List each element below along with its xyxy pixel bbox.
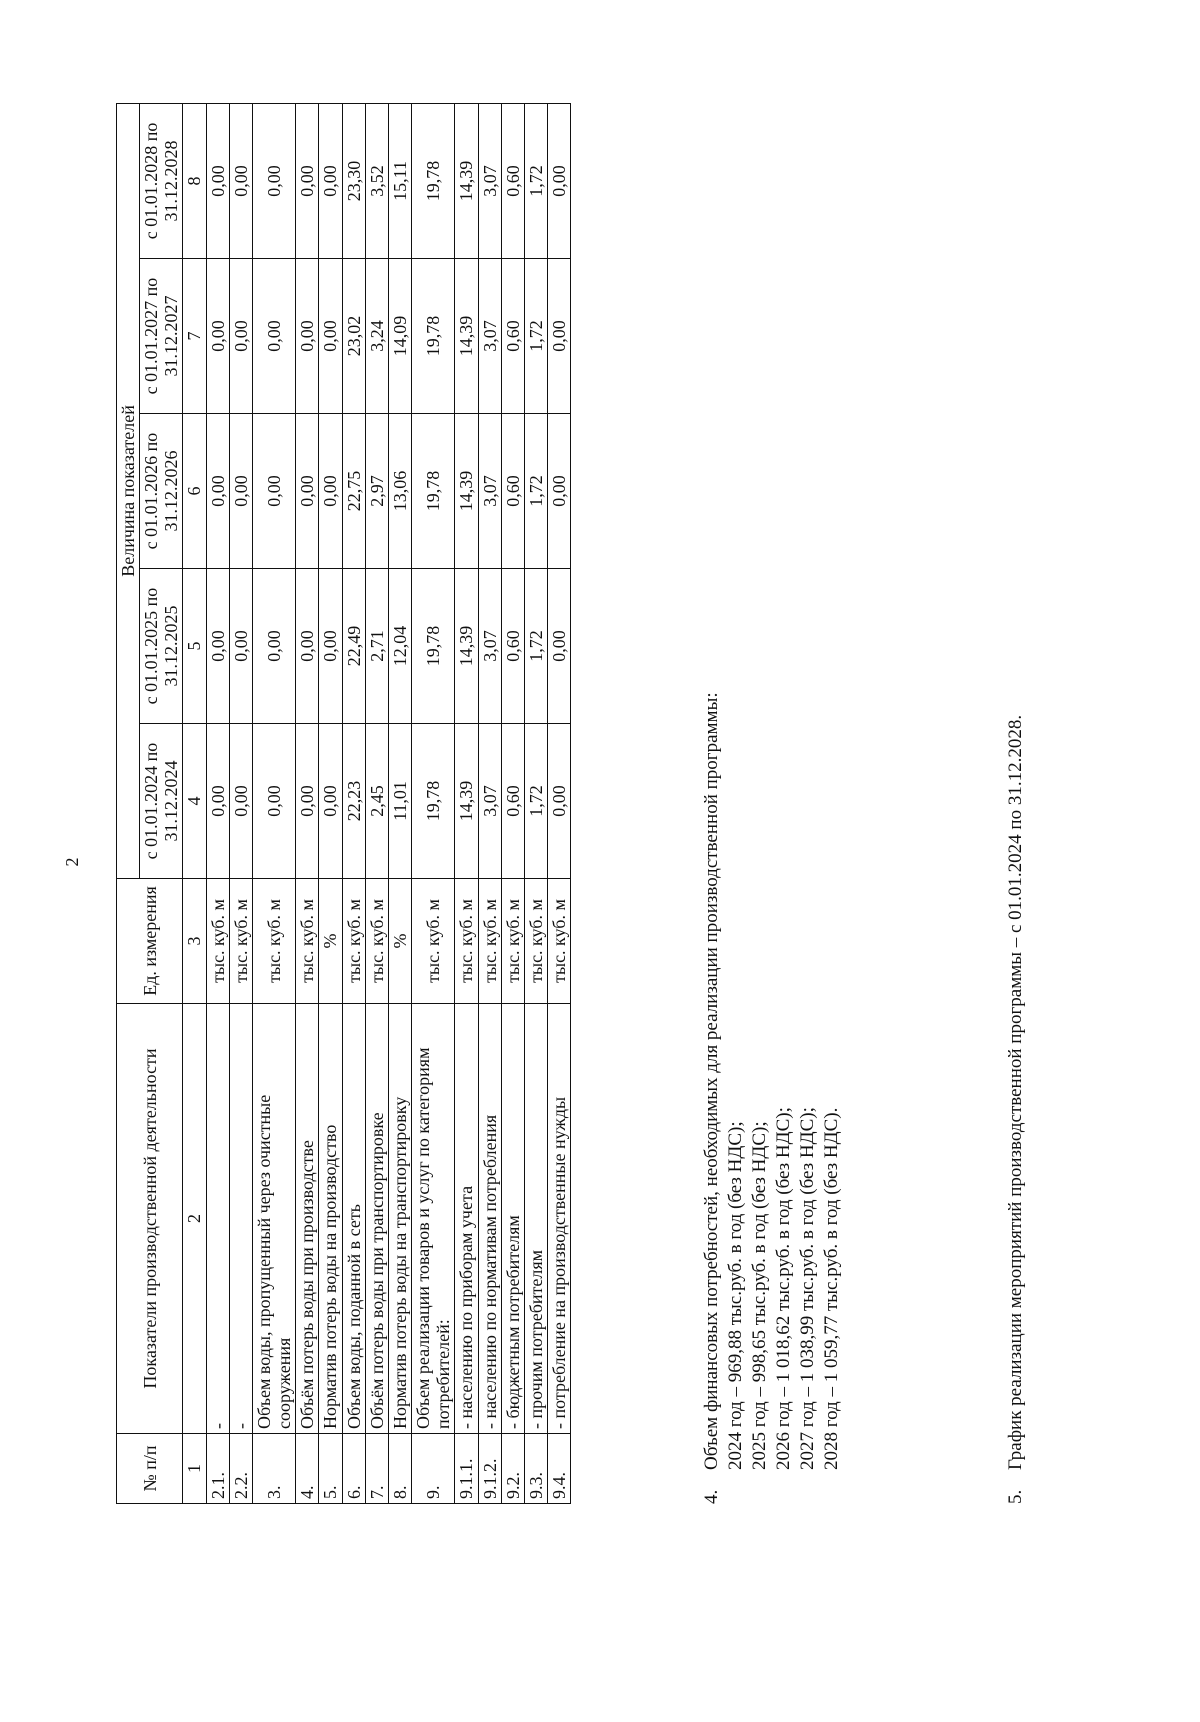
row-value: 0,00 xyxy=(319,724,342,879)
row-indicator-name: - бюджетным потребителям xyxy=(501,1004,524,1434)
row-value: 1,72 xyxy=(524,414,547,569)
table-row xyxy=(319,103,342,1503)
row-number: 9. xyxy=(412,1434,455,1504)
row-value: 0,00 xyxy=(206,569,229,724)
row-value: 14,39 xyxy=(455,103,478,258)
row-indicator-name: Объем реализации товаров и услуг по категориям потребителей: xyxy=(412,1004,455,1434)
table-row xyxy=(206,103,229,1503)
header-values-group: Величина показателей xyxy=(117,103,140,878)
table-row xyxy=(412,103,455,1503)
item-body xyxy=(700,692,844,1470)
production-indicators-table xyxy=(116,103,571,1504)
row-number: 6. xyxy=(342,1434,365,1504)
row-value: 0,00 xyxy=(319,103,342,258)
row-value: 0,60 xyxy=(501,259,524,414)
page-number: 2 xyxy=(62,857,82,867)
column-number: 5 xyxy=(183,569,206,724)
row-value: 3,07 xyxy=(478,724,501,879)
row-value: 19,78 xyxy=(412,569,455,724)
row-value: 0,00 xyxy=(296,103,319,258)
schedule-item xyxy=(1004,104,1028,1504)
row-value: 14,09 xyxy=(388,259,411,414)
column-number: 1 xyxy=(183,1434,206,1504)
row-number: 2.2. xyxy=(229,1434,252,1504)
row-value: 19,78 xyxy=(412,103,455,258)
table-row xyxy=(524,103,547,1503)
row-value: 0,00 xyxy=(206,103,229,258)
row-value: 13,06 xyxy=(388,414,411,569)
table-row xyxy=(365,103,388,1503)
row-value: 0,00 xyxy=(252,103,295,258)
row-value: 0,00 xyxy=(229,724,252,879)
row-unit: тыс. куб. м xyxy=(206,879,229,1004)
row-value: 15,11 xyxy=(388,103,411,258)
row-unit: тыс. куб. м xyxy=(342,879,365,1004)
row-value: 14,39 xyxy=(455,724,478,879)
row-value: 0,00 xyxy=(547,259,570,414)
item-number: 5. xyxy=(1005,1489,1026,1504)
row-value: 22,23 xyxy=(342,724,365,879)
row-value: 23,30 xyxy=(342,103,365,258)
row-value: 0,00 xyxy=(206,414,229,569)
column-number: 2 xyxy=(183,1004,206,1434)
row-number: 2.1. xyxy=(206,1434,229,1504)
row-value: 0,00 xyxy=(296,259,319,414)
row-number: 3. xyxy=(252,1434,295,1504)
column-number: 7 xyxy=(183,259,206,414)
row-value: 0,00 xyxy=(252,724,295,879)
row-value: 0,00 xyxy=(252,569,295,724)
row-value: 3,07 xyxy=(478,259,501,414)
table-row xyxy=(478,103,501,1503)
row-value: 14,39 xyxy=(455,569,478,724)
row-value: 3,07 xyxy=(478,414,501,569)
row-unit: тыс. куб. м xyxy=(229,879,252,1004)
table-row xyxy=(296,103,319,1503)
row-value: 0,00 xyxy=(229,569,252,724)
row-value: 3,07 xyxy=(478,103,501,258)
row-value: 0,00 xyxy=(252,414,295,569)
row-indicator-name: Объём потерь воды при транспортировке xyxy=(365,1004,388,1434)
row-value: 1,72 xyxy=(524,569,547,724)
row-value: 0,00 xyxy=(547,724,570,879)
header-period: с 01.01.2025 по 31.12.2025 xyxy=(140,569,183,724)
row-value: 3,24 xyxy=(365,259,388,414)
row-indicator-name: - xyxy=(206,1004,229,1434)
item-number: 4. xyxy=(701,1489,722,1504)
row-unit: тыс. куб. м xyxy=(296,879,319,1004)
row-value: 19,78 xyxy=(412,259,455,414)
row-value: 0,00 xyxy=(319,414,342,569)
row-indicator-name: - прочим потребителям xyxy=(524,1004,547,1434)
row-value: 23,02 xyxy=(342,259,365,414)
row-value: 0,00 xyxy=(547,569,570,724)
table-body xyxy=(206,103,571,1503)
row-indicator-name: - населению по приборам учета xyxy=(455,1004,478,1434)
table-row xyxy=(252,103,295,1503)
row-value: 3,07 xyxy=(478,569,501,724)
row-value: 0,00 xyxy=(206,724,229,879)
table-row xyxy=(388,103,411,1503)
table-row xyxy=(229,103,252,1503)
header-period: с 01.01.2026 по 31.12.2026 xyxy=(140,414,183,569)
year-line: 2025 год – 998,65 тыс.руб. в год (без НДС); xyxy=(749,1121,770,1470)
header-period: с 01.01.2024 по 31.12.2024 xyxy=(140,724,183,879)
row-value: 0,00 xyxy=(547,414,570,569)
row-number: 9.2. xyxy=(501,1434,524,1504)
row-unit: тыс. куб. м xyxy=(478,879,501,1004)
table-row xyxy=(455,103,478,1503)
financial-needs-text: Объем финансовых потребностей, необходимых для реализации производственной программы: xyxy=(701,692,722,1470)
table-row xyxy=(342,103,365,1503)
row-value: 0,00 xyxy=(229,259,252,414)
table-column-numbers-row xyxy=(183,103,206,1503)
row-value: 0,00 xyxy=(229,414,252,569)
row-value: 0,00 xyxy=(296,414,319,569)
column-number: 4 xyxy=(183,724,206,879)
row-value: 19,78 xyxy=(412,724,455,879)
row-indicator-name: Норматив потерь воды на транспортировку xyxy=(388,1004,411,1434)
row-number: 9.4. xyxy=(547,1434,570,1504)
header-period: с 01.01.2027 по 31.12.2027 xyxy=(140,259,183,414)
year-line: 2026 год – 1 018,62 тыс.руб. в год (без НДС); xyxy=(773,1107,794,1470)
row-value: 0,00 xyxy=(252,259,295,414)
row-value: 0,00 xyxy=(319,259,342,414)
row-number: 9.3. xyxy=(524,1434,547,1504)
column-number: 8 xyxy=(183,103,206,258)
header-period: с 01.01.2028 по 31.12.2028 xyxy=(140,103,183,258)
row-unit: % xyxy=(319,879,342,1004)
row-value: 0,60 xyxy=(501,724,524,879)
row-value: 0,00 xyxy=(296,724,319,879)
schedule-text: График реализации мероприятий производственной программы – с 01.01.2024 по 31.12.2028. xyxy=(1005,714,1026,1470)
row-unit: тыс. куб. м xyxy=(547,879,570,1004)
row-number: 5. xyxy=(319,1434,342,1504)
column-number: 6 xyxy=(183,414,206,569)
row-unit: тыс. куб. м xyxy=(455,879,478,1004)
row-value: 2,71 xyxy=(365,569,388,724)
row-indicator-name: Объём потерь воды при производстве xyxy=(296,1004,319,1434)
row-indicator-name: - потребление на производственные нужды xyxy=(547,1004,570,1434)
row-number: 9.1.1. xyxy=(455,1434,478,1504)
row-value: 1,72 xyxy=(524,259,547,414)
year-line: 2024 год – 969,88 тыс.руб. в год (без НДС); xyxy=(725,1121,746,1470)
row-value: 19,78 xyxy=(412,414,455,569)
column-number: 3 xyxy=(183,879,206,1004)
year-line: 2027 год – 1 038,99 тыс.руб. в год (без НДС); xyxy=(797,1107,818,1470)
row-value: 2,45 xyxy=(365,724,388,879)
row-unit: тыс. куб. м xyxy=(524,879,547,1004)
row-value: 1,72 xyxy=(524,103,547,258)
table-row xyxy=(501,103,524,1503)
row-number: 4. xyxy=(296,1434,319,1504)
row-indicator-name: Объем воды, поданной в сеть xyxy=(342,1004,365,1434)
row-number: 8. xyxy=(388,1434,411,1504)
row-value: 1,72 xyxy=(524,724,547,879)
table-row xyxy=(547,103,570,1503)
row-number: 7. xyxy=(365,1434,388,1504)
row-value: 12,04 xyxy=(388,569,411,724)
row-value: 3,52 xyxy=(365,103,388,258)
row-unit: тыс. куб. м xyxy=(252,879,295,1004)
row-indicator-name: Объем воды, пропущенный через очистные сооружения xyxy=(252,1004,295,1434)
header-indicator: Показатели производственной деятельности xyxy=(117,1004,183,1434)
row-unit: % xyxy=(388,879,411,1004)
row-value: 0,60 xyxy=(501,414,524,569)
row-unit: тыс. куб. м xyxy=(412,879,455,1004)
header-unit: Ед. измерения xyxy=(117,879,183,1004)
row-value: 22,49 xyxy=(342,569,365,724)
row-indicator-name: - населению по нормативам потребления xyxy=(478,1004,501,1434)
financial-needs-item xyxy=(700,104,844,1504)
row-value: 0,60 xyxy=(501,569,524,724)
table-header-row xyxy=(117,103,140,1503)
row-value: 22,75 xyxy=(342,414,365,569)
row-indicator-name: - xyxy=(229,1004,252,1434)
header-num: № п/п xyxy=(117,1434,183,1504)
row-value: 0,60 xyxy=(501,103,524,258)
row-value: 14,39 xyxy=(455,414,478,569)
row-value: 0,00 xyxy=(296,569,319,724)
row-number: 9.1.2. xyxy=(478,1434,501,1504)
year-line: 2028 год – 1 059,77 тыс.руб. в год (без НДС). xyxy=(821,1107,842,1470)
row-value: 0,00 xyxy=(229,103,252,258)
row-indicator-name: Норматив потерь воды на производство xyxy=(319,1004,342,1434)
row-value: 0,00 xyxy=(319,569,342,724)
row-value: 14,39 xyxy=(455,259,478,414)
row-value: 11,01 xyxy=(388,724,411,879)
notes-section xyxy=(700,104,1028,1504)
row-unit: тыс. куб. м xyxy=(365,879,388,1004)
row-value: 2,97 xyxy=(365,414,388,569)
row-unit: тыс. куб. м xyxy=(501,879,524,1004)
row-value: 0,00 xyxy=(547,103,570,258)
row-value: 0,00 xyxy=(206,259,229,414)
